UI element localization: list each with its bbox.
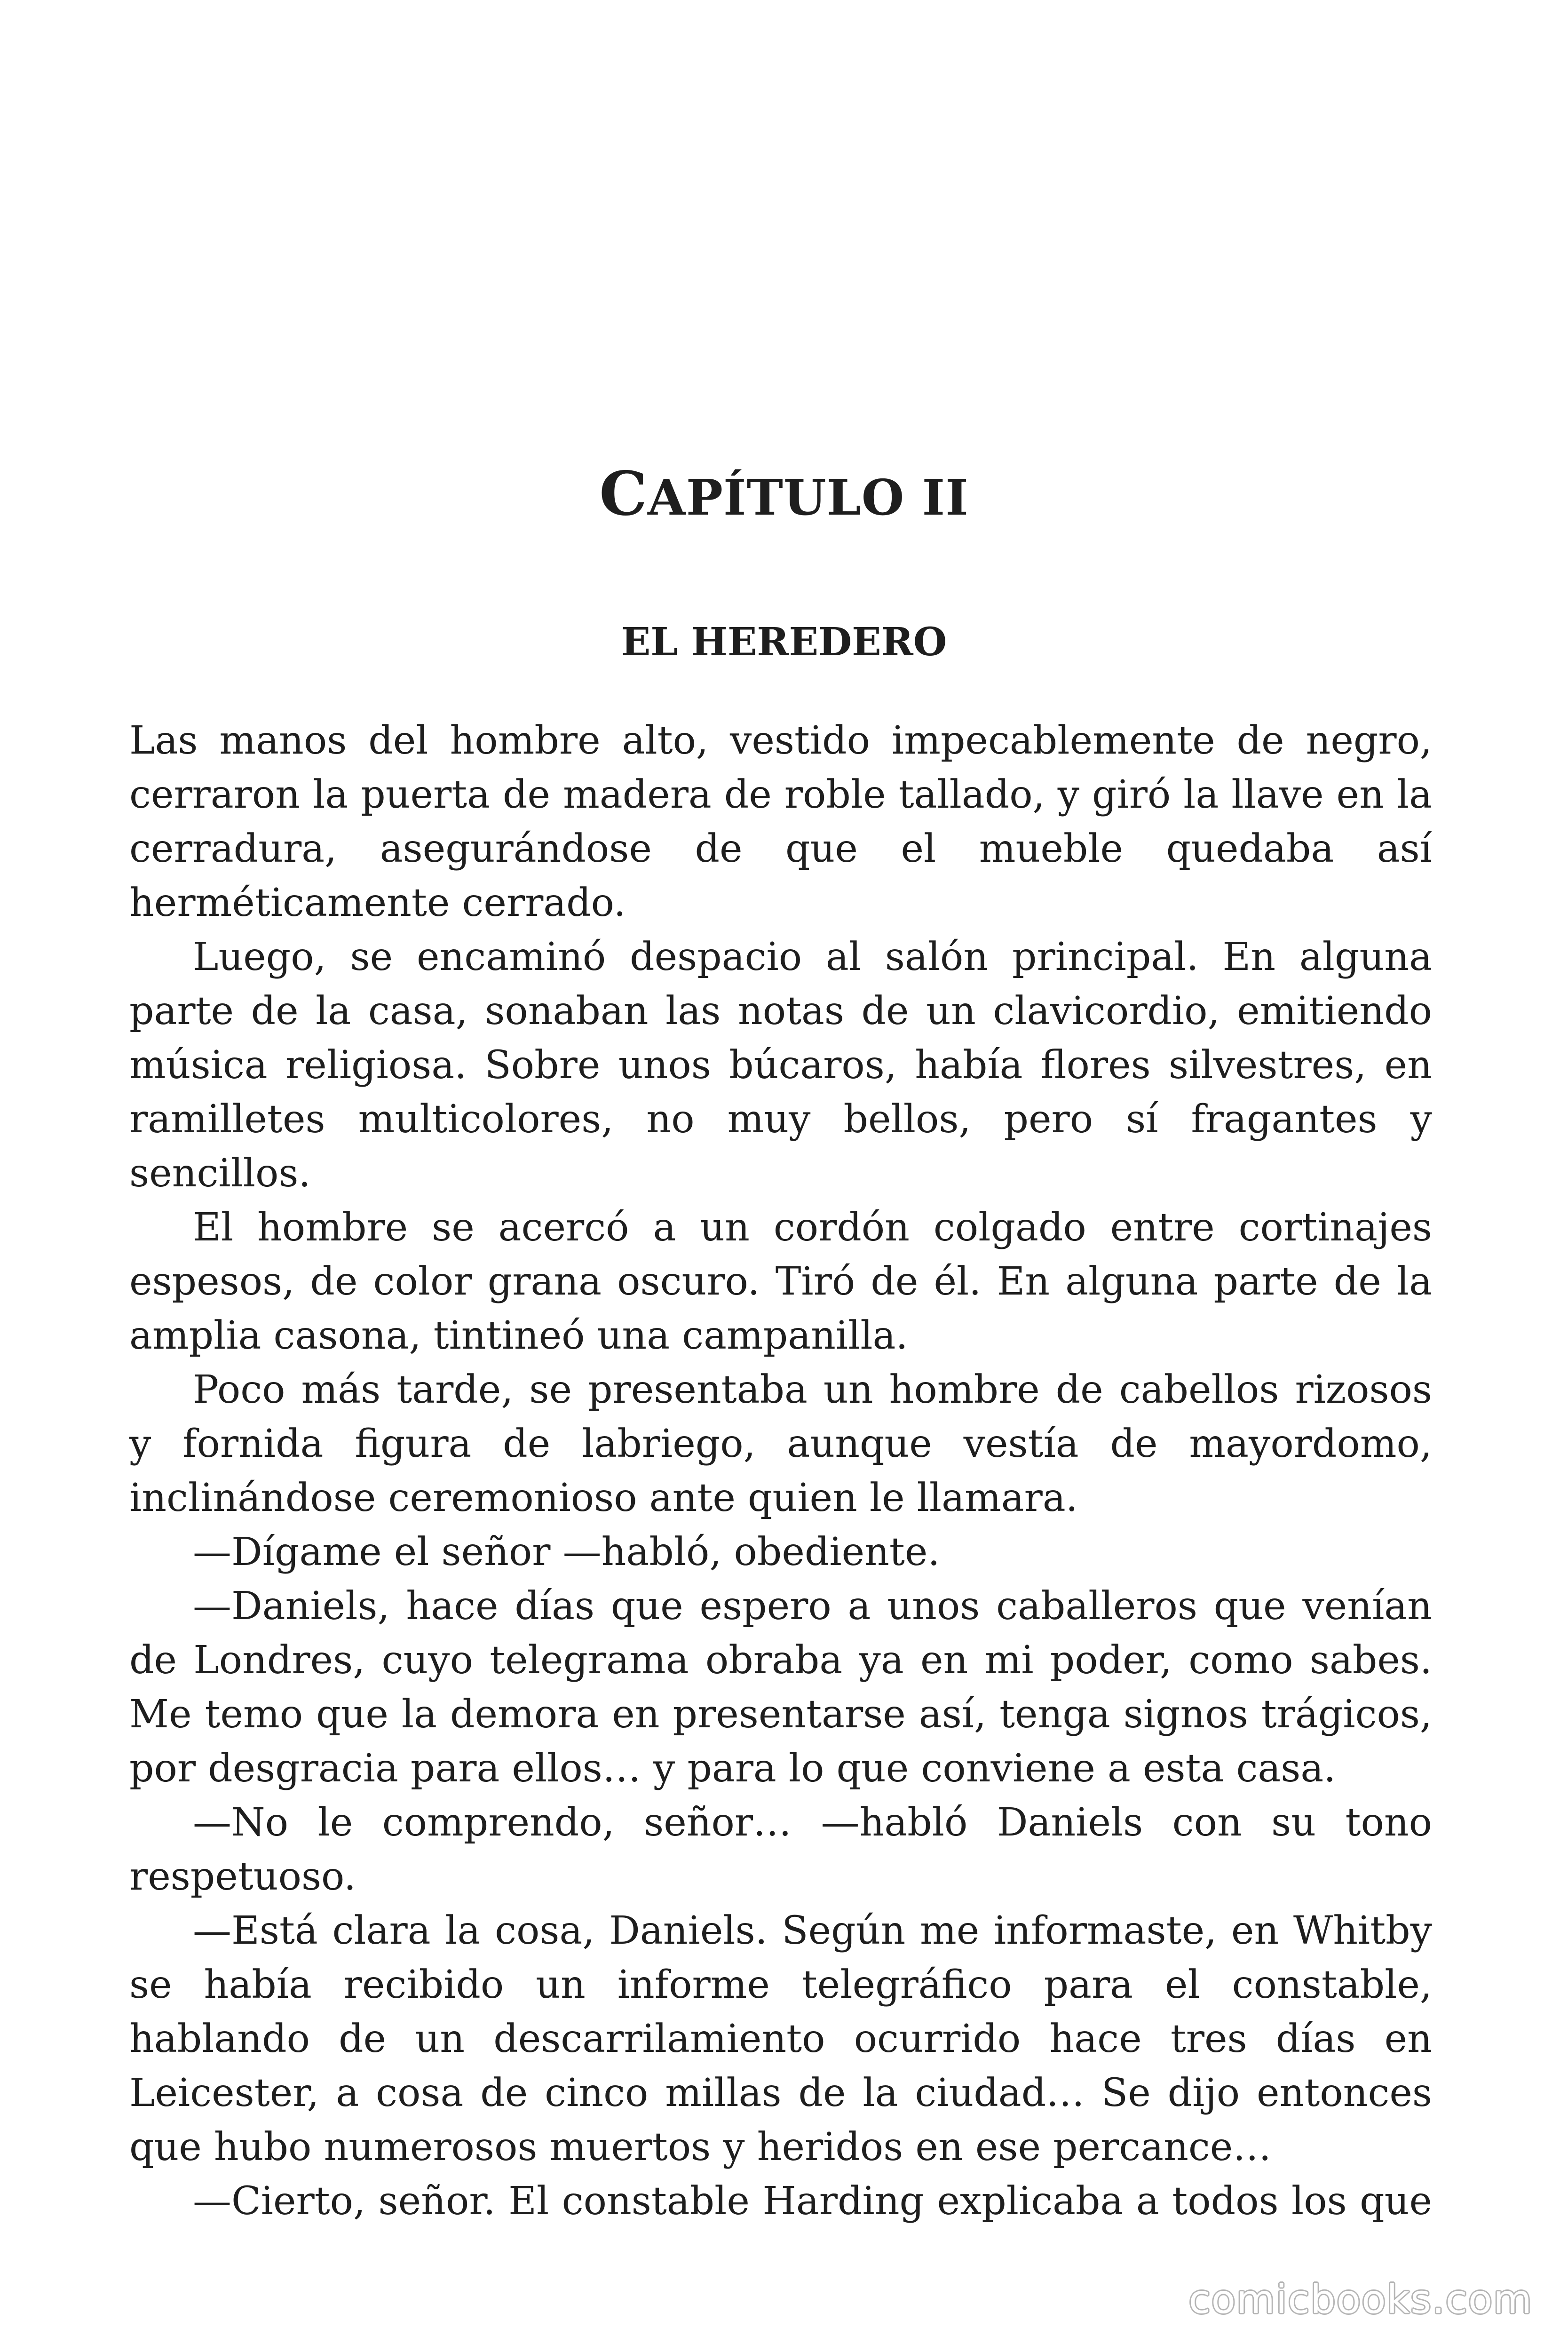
- chapter-title: [0, 459, 1568, 533]
- paragraph: —Está clara la cosa, Daniels. Según me informaste, en Whitby se había recibido un informe telegráfico para el constable, hablando de un descarrilamiento ocurrido hace tres días en Leicester, a cosa de cinco millas de la ciudad… Se dijo entonces que hubo numerosos muertos y heridos en ese percance…: [129, 1908, 1432, 2169]
- chapter-title-initial: C: [599, 459, 648, 529]
- watermark: comicbooks.com: [1188, 2276, 1533, 2322]
- paragraph: Luego, se encaminó despacio al salón principal. En alguna parte de la casa, sonaban las notas de un clavicordio, emitiendo música religiosa. Sobre unos búcaros, había flores silvestres, en ramilletes multicolores, no muy bellos, pero sí fragantes y sencillos.: [129, 935, 1432, 1196]
- paragraph: —Daniels, hace días que espero a unos caballeros que venían de Londres, cuyo telegrama obraba ya en mi poder, como sabes. Me temo que la demora en presentarse así, tenga signos trágicos, por desgracia para ellos… y para lo que conviene a esta casa.: [129, 1584, 1432, 1791]
- chapter-title-rest: APÍTULO II: [648, 469, 969, 526]
- paragraph: Las manos del hombre alto, vestido impecablemente de negro, cerraron la puerta de madera de roble tallado, y giró la llave en la cerradura, asegurándose de que el mueble quedaba así herméticamente cerrado.: [129, 718, 1432, 925]
- paragraph: —No le comprendo, señor… —habló Daniels con su tono respetuoso.: [129, 1800, 1432, 1899]
- paragraph: El hombre se acercó a un cordón colgado entre cortinajes espesos, de color grana oscuro. Tiró de él. En alguna parte de la amplia casona, tintineó una campanilla.: [129, 1205, 1432, 1358]
- paragraph: Poco más tarde, se presentaba un hombre de cabellos rizosos y fornida figura de labriego, aunque vestía de mayordomo, inclinándose ceremonioso ante quien le llamara.: [129, 1367, 1432, 1520]
- chapter-subtitle: EL HEREDERO: [621, 620, 947, 665]
- paragraph: —Dígame el señor —habló, obediente.: [193, 1530, 940, 1574]
- body-text: [129, 714, 1432, 2228]
- paragraph-continued: —Cierto, señor. El constable Harding explicaba a todos los que: [193, 2179, 1432, 2224]
